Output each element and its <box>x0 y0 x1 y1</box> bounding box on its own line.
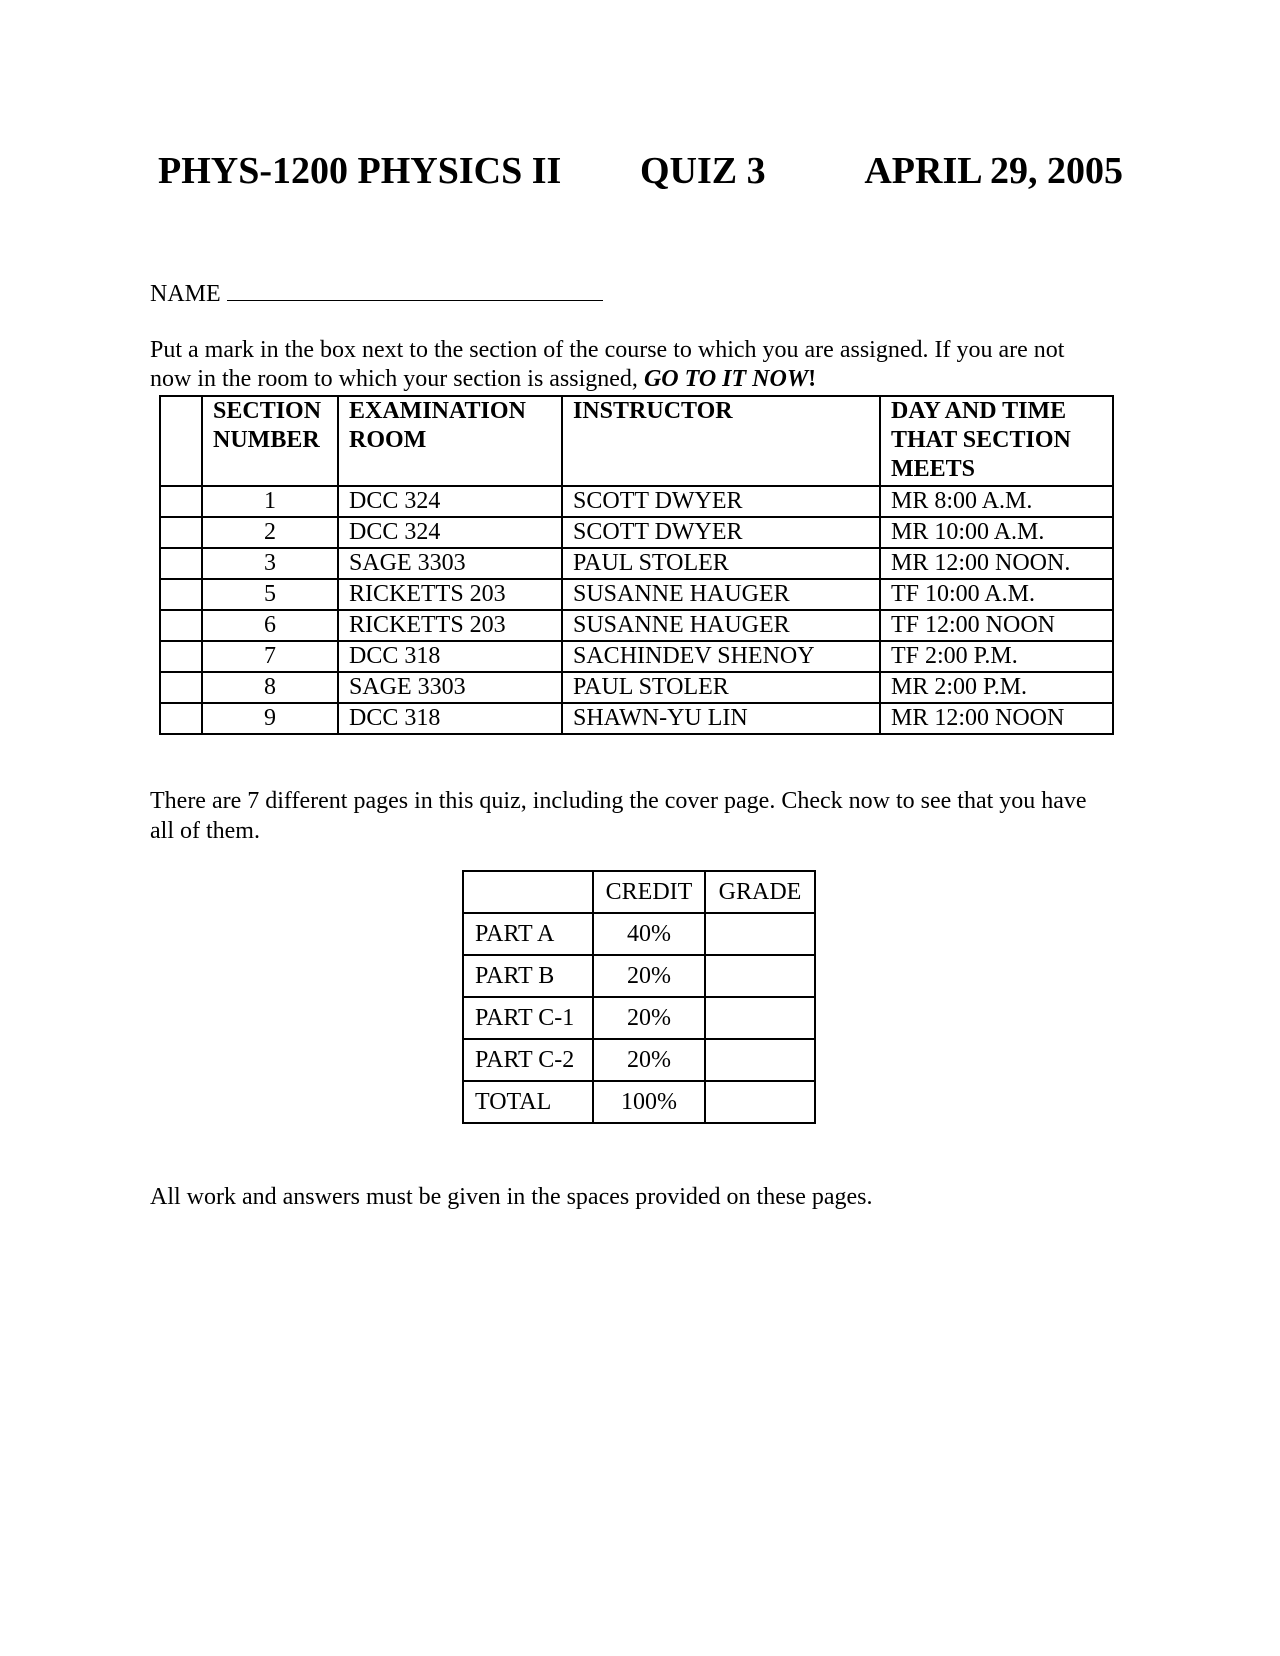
exam-room: DCC 324 <box>338 517 562 548</box>
grade-cell <box>705 1081 815 1123</box>
section-number: 6 <box>202 610 338 641</box>
instructor: SACHINDEV SHENOY <box>562 641 880 672</box>
instructor: PAUL STOLER <box>562 672 880 703</box>
grade-cell <box>705 1039 815 1081</box>
exam-room: RICKETTS 203 <box>338 579 562 610</box>
credit-value: 20% <box>593 955 705 997</box>
instructor: SUSANNE HAUGER <box>562 610 880 641</box>
part-header <box>463 871 593 913</box>
instructor: SHAWN-YU LIN <box>562 703 880 734</box>
pages-note: There are 7 different pages in this quiz, including the cover page. Check now to see that you have all of them. <box>150 788 1087 844</box>
section-number: 1 <box>202 486 338 517</box>
section-mark-box[interactable] <box>160 672 202 703</box>
day-time: MR 12:00 NOON. <box>880 548 1113 579</box>
section-mark-box[interactable] <box>160 610 202 641</box>
instructor: SCOTT DWYER <box>562 517 880 548</box>
table-row <box>160 486 1113 517</box>
table-row <box>463 1039 815 1081</box>
day-time: MR 10:00 A.M. <box>880 517 1113 548</box>
instructor: PAUL STOLER <box>562 548 880 579</box>
day-time: MR 12:00 NOON <box>880 703 1113 734</box>
table-row <box>160 672 1113 703</box>
section-number-header: SECTION NUMBER <box>202 396 338 486</box>
section-mark-box[interactable] <box>160 641 202 672</box>
credit-value: 20% <box>593 997 705 1039</box>
credit-value: 40% <box>593 913 705 955</box>
credit-value: 20% <box>593 1039 705 1081</box>
day-time: TF 2:00 P.M. <box>880 641 1113 672</box>
part-label: PART C-2 <box>463 1039 593 1081</box>
exam-room: DCC 318 <box>338 703 562 734</box>
instructor: SCOTT DWYER <box>562 486 880 517</box>
exam-room: SAGE 3303 <box>338 672 562 703</box>
grade-header: GRADE <box>705 871 815 913</box>
credit-value: 100% <box>593 1081 705 1123</box>
table-row <box>463 955 815 997</box>
table-row <box>463 997 815 1039</box>
part-label: PART B <box>463 955 593 997</box>
part-label: PART A <box>463 913 593 955</box>
section-number: 7 <box>202 641 338 672</box>
grade-table <box>462 870 816 1124</box>
section-number: 9 <box>202 703 338 734</box>
quiz-number: QUIZ 3 <box>640 150 766 192</box>
section-number: 2 <box>202 517 338 548</box>
section-mark-box[interactable] <box>160 579 202 610</box>
course-title: PHYS-1200 PHYSICS II <box>158 150 562 192</box>
instructor: SUSANNE HAUGER <box>562 579 880 610</box>
table-row <box>160 517 1113 548</box>
section-mark-box[interactable] <box>160 517 202 548</box>
name-field-row <box>150 278 603 309</box>
footer-note: All work and answers must be given in the spaces provided on these pages. <box>150 1184 873 1210</box>
section-number: 3 <box>202 548 338 579</box>
day-time: MR 2:00 P.M. <box>880 672 1113 703</box>
instructions-text: Put a mark in the box next to the section of the course to which you are assigned. If you are not now in the room to which your section is assigned, <box>150 337 1065 392</box>
day-time: MR 8:00 A.M. <box>880 486 1113 517</box>
name-blank-line <box>227 278 603 301</box>
name-label: NAME <box>150 281 221 307</box>
instructor-header: INSTRUCTOR <box>562 396 880 486</box>
exam-room-header: EXAMINATION ROOM <box>338 396 562 486</box>
instructions-emphasis: GO TO IT NOW <box>643 366 809 392</box>
part-label: PART C-1 <box>463 997 593 1039</box>
instructions-end: ! <box>808 366 817 392</box>
grade-header-row <box>463 871 815 913</box>
section-number: 5 <box>202 579 338 610</box>
section-mark-box[interactable] <box>160 703 202 734</box>
section-mark-box[interactable] <box>160 486 202 517</box>
exam-room: DCC 324 <box>338 486 562 517</box>
table-row <box>160 579 1113 610</box>
exam-room: DCC 318 <box>338 641 562 672</box>
table-row <box>160 548 1113 579</box>
sections-table <box>159 395 1114 735</box>
grade-cell <box>705 997 815 1039</box>
day-time-header: DAY AND TIME THAT SECTION MEETS <box>880 396 1113 486</box>
section-mark-box[interactable] <box>160 548 202 579</box>
grade-cell <box>705 955 815 997</box>
grade-cell <box>705 913 815 955</box>
sections-header-row <box>160 396 1113 486</box>
table-row <box>463 1081 815 1123</box>
day-time: TF 10:00 A.M. <box>880 579 1113 610</box>
table-row <box>463 913 815 955</box>
quiz-title <box>158 146 1123 196</box>
section-number: 8 <box>202 672 338 703</box>
exam-room: SAGE 3303 <box>338 548 562 579</box>
table-row <box>160 610 1113 641</box>
part-label: TOTAL <box>463 1081 593 1123</box>
section-instructions <box>150 336 1110 394</box>
credit-header: CREDIT <box>593 871 705 913</box>
table-row <box>160 641 1113 672</box>
quiz-date: APRIL 29, 2005 <box>864 150 1123 192</box>
day-time: TF 12:00 NOON <box>880 610 1113 641</box>
exam-room: RICKETTS 203 <box>338 610 562 641</box>
table-row <box>160 703 1113 734</box>
mark-box-header <box>160 396 202 486</box>
